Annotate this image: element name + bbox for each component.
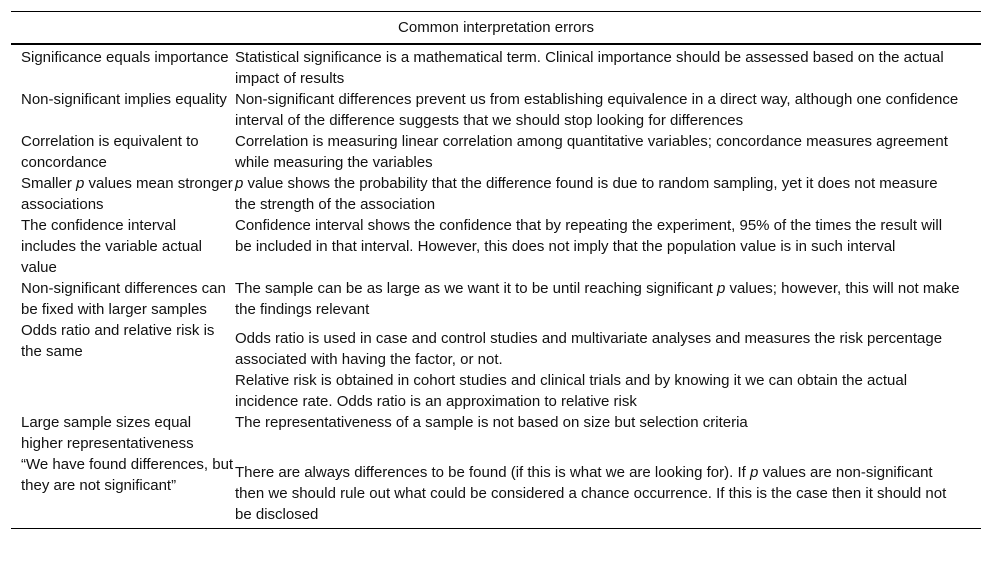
error-explanation [235, 320, 981, 412]
desc-paragraph-relative-risk: Relative risk is obtained in cohort studies and clinical trials and by knowing it we can obtain the actual incidence rate. Odds ratio is an approximation to relative risk [235, 372, 908, 410]
table-row [11, 89, 981, 131]
desc-text-before: The sample can be as large as we want it to be until reaching significant [235, 280, 717, 297]
interpretation-errors-table [11, 11, 981, 529]
error-term: Correlation is equivalent to concordance [21, 133, 199, 171]
term-p-italic: p [76, 175, 85, 192]
error-term: Large sample sizes equal higher representativeness [21, 414, 194, 452]
error-term: Odds ratio and relative risk is the same [21, 322, 215, 360]
error-explanation: Confidence interval shows the confidence that by repeating the experiment, 95% of the times the result will be included in that interval. However, this does not imply that the population value is in such interval [235, 217, 943, 255]
error-term: Non-significant differences can be fixed with larger samples [21, 280, 226, 318]
table-title: Common interpretation errors [11, 12, 981, 45]
table-header-row [11, 12, 981, 45]
table-row [11, 44, 981, 89]
error-explanation: The representativeness of a sample is not based on size but selection criteria [235, 414, 748, 431]
desc-text-before: There are always differences to be found (if this is what we are looking for). If [235, 464, 750, 481]
error-explanation: Statistical significance is a mathematical term. Clinical importance should be assessed based on the actual impact of results [235, 49, 944, 87]
desc-p-italic: p [749, 464, 759, 481]
table-row [11, 215, 981, 278]
error-explanation: Correlation is measuring linear correlation among quantitative variables; concordance measures agreement while measuring the variables [235, 133, 948, 171]
term-text-after: values mean stronger associations [21, 175, 233, 213]
error-explanation [235, 173, 981, 215]
term-text-before: Smaller [21, 175, 77, 192]
desc-paragraph-odds-ratio: Odds ratio is used in case and control studies and multivariate analyses and measures the risk percentage associated with having the factor, or not. [235, 330, 943, 368]
error-term: Significance equals importance [21, 49, 229, 66]
table-row [11, 320, 981, 412]
desc-p-italic: p [235, 175, 244, 192]
error-term [11, 173, 235, 215]
table-row [11, 173, 981, 215]
error-explanation [235, 454, 981, 529]
desc-text-after: value shows the probability that the difference found is due to random sampling, yet it does not measure the strength of the association [235, 175, 938, 213]
table-row [11, 454, 981, 529]
desc-text-after: values; however, this will not make the findings relevant [235, 280, 960, 318]
error-explanation: Non-significant differences prevent us from establishing equivalence in a direct way, although one confidence interval of the difference suggests that we should stop looking for differences [235, 91, 959, 129]
table-row [11, 131, 981, 173]
error-term: “We have found differences, but they are not significant” [11, 454, 235, 529]
table-row [11, 278, 981, 320]
desc-text-after: values are non-significant then we should rule out what could be considered a chance occurrence. If this is the case then it should not be disclosed [235, 464, 947, 523]
table-row [11, 412, 981, 454]
desc-p-italic: p [716, 280, 726, 297]
errors-table-container [11, 11, 981, 529]
error-term: The confidence interval includes the variable actual value [21, 217, 202, 276]
error-explanation [235, 278, 981, 320]
error-term: Non-significant implies equality [21, 91, 227, 108]
